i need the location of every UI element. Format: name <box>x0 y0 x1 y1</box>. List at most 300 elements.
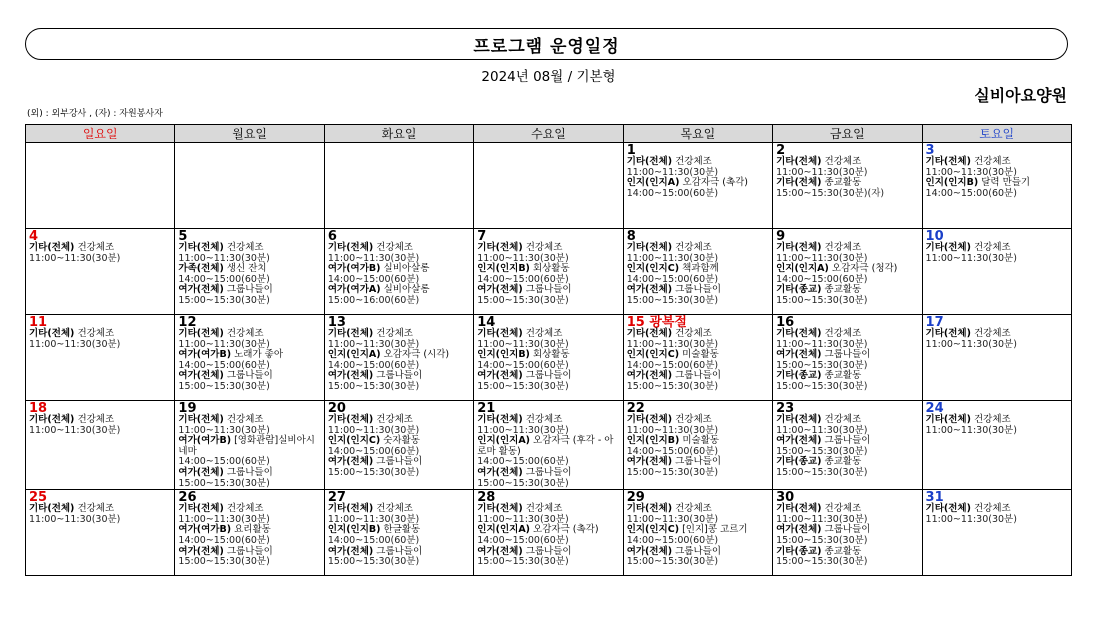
page-subtitle: 2024년 08월 / 기본형 <box>481 69 616 85</box>
event-name: 건강체조 <box>824 414 862 425</box>
day-cell <box>175 490 324 576</box>
event-name: 숫자활동 <box>383 435 420 447</box>
day-cell <box>474 143 623 229</box>
event-category: 기타(종교) <box>776 284 822 296</box>
event-time: 11:00~11:30(30분) <box>477 252 569 264</box>
event-category: 인지(인지B) <box>477 263 530 275</box>
event-category: 기타(전체) <box>477 328 523 339</box>
event-time: 14:00~15:00(60분) <box>477 534 569 546</box>
day-number-value: 7 <box>477 229 487 244</box>
event-time: 11:00~11:30(30분) <box>925 252 1017 264</box>
event-time: 15:00~16:00(60분) <box>327 294 420 306</box>
event-item <box>477 243 619 254</box>
event-time: 14:00~15:00(60분) <box>626 359 719 371</box>
event-name: 오감자극 (시각) <box>383 349 450 361</box>
event-item <box>178 415 320 426</box>
event-category: 기타(전체) <box>327 503 374 515</box>
day-cell <box>26 315 175 401</box>
event-time: 14:00~15:00(60분) <box>178 534 270 546</box>
weekday-header-friday: 금요일 <box>773 125 922 143</box>
event-category: 여가(전체) <box>178 545 224 557</box>
title-box <box>25 28 1068 60</box>
event-item <box>178 436 320 457</box>
day-number-value: 12 <box>178 315 197 330</box>
event-time: 11:00~11:30(30분) <box>29 252 121 264</box>
day-number-value: 8 <box>626 229 636 244</box>
event-category: 기타(전체) <box>29 242 75 253</box>
event-category: 인지(인지C) <box>327 435 381 447</box>
day-cell <box>922 315 1071 401</box>
event-category: 인지(인지B) <box>626 435 680 447</box>
event-name: 그룹나들이 <box>675 456 722 468</box>
weekday-header-thursday: 목요일 <box>623 125 772 143</box>
event-time: 15:00~15:30(30분) <box>626 556 719 568</box>
week-row <box>26 401 1072 490</box>
event-time: 11:00~11:30(30분) <box>327 424 420 436</box>
day-number-value: 18 <box>29 401 48 416</box>
event-item <box>776 415 918 426</box>
event-name: 건강체조 <box>973 414 1011 425</box>
event-name: 종교활동 <box>824 456 862 468</box>
event-time: 14:00~15:00(60분) <box>477 273 569 285</box>
day-number-value: 15 <box>626 315 645 330</box>
event-item <box>926 157 1068 168</box>
event-name: 건강체조 <box>973 503 1011 515</box>
event-category: 인지(인지B) <box>327 524 381 536</box>
event-category: 여가(전체) <box>327 545 374 557</box>
event-item <box>776 243 918 254</box>
event-name: 건강체조 <box>824 156 862 167</box>
event-category: 기타(전체) <box>626 503 673 515</box>
event-time: 15:00~15:30(30분) <box>776 445 868 457</box>
day-number-value: 2 <box>776 143 786 158</box>
event-category: 여가(여가A) <box>327 284 381 296</box>
event-name: 미술활동 <box>682 349 719 361</box>
event-category: 기타(전체) <box>776 177 822 189</box>
event-name: 건강체조 <box>675 242 712 253</box>
weekday-header-monday: 월요일 <box>175 125 324 143</box>
event-name: 그룹나들이 <box>226 284 273 296</box>
event-time: 15:00~15:30(30분) <box>327 380 420 392</box>
day-number-value: 28 <box>477 490 496 506</box>
event-item <box>328 329 470 340</box>
event-category: 기타(전체) <box>178 503 224 515</box>
day-cell <box>26 229 175 315</box>
day-cell <box>175 143 324 229</box>
weekday-header-sunday: 일요일 <box>26 125 175 143</box>
event-name: 건강체조 <box>675 156 712 167</box>
event-category: 기타(전체) <box>178 414 224 425</box>
event-category: 기타(전체) <box>327 242 374 253</box>
event-time: 11:00~11:30(30분) <box>925 513 1017 525</box>
event-time: 15:00~15:30(30분) <box>327 556 420 568</box>
event-time: 14:00~15:00(60분) <box>626 273 719 285</box>
calendar-table <box>25 124 1072 576</box>
event-name: 그룹나들이 <box>376 370 423 382</box>
event-name: 달력 만들기 <box>981 177 1031 189</box>
day-number-value: 3 <box>925 143 935 158</box>
event-time: 11:00~11:30(30분) <box>29 513 121 525</box>
event-item <box>776 329 918 340</box>
day-cell <box>773 315 922 401</box>
event-time: 14:00~15:00(60분) <box>626 187 719 199</box>
event-time: 15:00~15:30(30분) <box>178 477 270 489</box>
event-category: 여가(전체) <box>626 284 673 296</box>
event-time: 11:00~11:30(30분) <box>477 513 569 525</box>
event-category: 기타(전체) <box>29 503 75 515</box>
day-number-value: 22 <box>626 401 645 416</box>
day-number-value: 9 <box>776 229 786 244</box>
event-time: 15:00~15:30(30분) <box>327 466 420 478</box>
event-name: 그룹나들이 <box>675 284 722 296</box>
event-category: 인지(인지A) <box>776 263 829 275</box>
day-cell <box>922 229 1071 315</box>
event-category: 기타(전체) <box>626 328 673 339</box>
event-category: 여가(여가B) <box>327 263 381 275</box>
event-time: 15:00~15:30(30분) <box>626 294 719 306</box>
event-category: 인지(인지C) <box>626 263 680 275</box>
day-number-value: 1 <box>626 143 636 158</box>
event-category: 여가(전체) <box>178 466 224 478</box>
event-name: 그룹나들이 <box>376 456 423 468</box>
event-name: 건강체조 <box>525 328 563 339</box>
event-name: 그룹나들이 <box>824 435 871 447</box>
event-category: 기타(전체) <box>925 414 971 425</box>
event-category: 기타(전체) <box>925 328 971 339</box>
day-cell <box>623 229 772 315</box>
legend-note: (외) : 외부강사 , (자) : 자원봉사자 <box>27 109 163 119</box>
event-time: 11:00~11:30(30분) <box>626 513 719 525</box>
event-name: 건강체조 <box>376 414 413 425</box>
weekday-header-tuesday: 화요일 <box>324 125 473 143</box>
event-time: 11:00~11:30(30분) <box>178 338 270 350</box>
event-name: 노래가 좋아 <box>234 349 283 361</box>
event-category: 여가(전체) <box>477 466 523 478</box>
event-time: 11:00~11:30(30분) <box>29 338 121 350</box>
event-time: 15:00~15:30(30분) <box>776 294 868 306</box>
event-item <box>178 468 320 479</box>
event-time: 11:00~11:30(30분) <box>477 338 569 350</box>
day-cell <box>324 229 473 315</box>
event-category: 기타(전체) <box>776 414 822 425</box>
event-time: 11:00~11:30(30분) <box>327 513 420 525</box>
event-category: 인지(인지B) <box>925 177 979 189</box>
event-category: 인지(인지A) <box>327 349 381 361</box>
page-title: 프로그램 운영일정 <box>473 36 620 57</box>
event-name: 건강체조 <box>973 328 1011 339</box>
day-number-value: 13 <box>327 315 346 330</box>
event-category: 기타(전체) <box>925 503 971 515</box>
day-cell <box>324 401 473 490</box>
event-time: 11:00~11:30(30분) <box>626 252 719 264</box>
event-time: 15:00~15:30(30분) <box>776 466 868 478</box>
event-item <box>627 157 769 168</box>
event-category: 인지(인지A) <box>477 435 531 447</box>
event-item <box>926 329 1068 340</box>
day-cell <box>922 143 1071 229</box>
event-item <box>29 243 171 254</box>
event-time: 15:00~15:30(30분) <box>626 380 719 392</box>
event-time: 11:00~11:30(30분) <box>925 338 1017 350</box>
event-category: 여가(여가B) <box>178 435 232 447</box>
event-name: 종교활동 <box>824 370 862 382</box>
event-name: 그룹나들이 <box>525 370 572 382</box>
event-category: 여가(전체) <box>178 370 224 382</box>
day-number-value: 29 <box>626 490 645 506</box>
event-name: 건강체조 <box>675 414 712 425</box>
event-category: 인지(인지C) <box>626 524 680 536</box>
event-category: 여가(전체) <box>477 284 523 296</box>
event-time: 14:00~15:00(60분) <box>626 445 719 457</box>
event-category: 기타(전체) <box>626 242 673 253</box>
event-item <box>926 243 1068 254</box>
event-item <box>477 329 619 340</box>
event-name: 책과함께 <box>682 263 719 275</box>
day-cell <box>474 315 623 401</box>
day-number-value: 31 <box>925 490 944 506</box>
day-cell <box>175 229 324 315</box>
event-time: 14:00~15:00(60분) <box>178 456 270 468</box>
event-name: 그룹나들이 <box>525 466 572 478</box>
event-time: 15:00~15:30(30분) <box>776 556 868 568</box>
event-name: 건강체조 <box>824 328 862 339</box>
event-name: 건강체조 <box>77 503 115 515</box>
day-cell <box>623 490 772 576</box>
event-name: 건강체조 <box>973 156 1011 167</box>
event-name: 실비아살롱 <box>383 263 430 275</box>
event-time: 11:00~11:30(30분) <box>776 252 868 264</box>
week-row <box>26 143 1072 229</box>
event-name: 건강체조 <box>376 242 413 253</box>
event-category: 인지(인지B) <box>477 349 530 361</box>
event-name: 건강체조 <box>77 242 115 253</box>
event-time: 14:00~15:00(60분) <box>327 359 420 371</box>
day-cell <box>26 490 175 576</box>
event-category: 여가(전체) <box>327 370 374 382</box>
event-time: 11:00~11:30(30분) <box>327 338 420 350</box>
event-time: 15:00~15:30(30분) <box>477 380 569 392</box>
event-item <box>477 415 619 426</box>
event-name: 건강체조 <box>77 328 115 339</box>
event-name: 생신 잔치 <box>226 263 267 275</box>
event-name: 종교활동 <box>824 545 862 557</box>
event-category: 여가(전체) <box>626 545 673 557</box>
event-time: 11:00~11:30(30분) <box>29 424 121 436</box>
event-name: 건강체조 <box>973 242 1011 253</box>
event-name: 그룹나들이 <box>675 545 722 557</box>
day-cell <box>474 229 623 315</box>
event-item <box>477 468 619 479</box>
event-time: 11:00~11:30(30분) <box>178 513 270 525</box>
day-number-value: 27 <box>327 490 346 506</box>
event-category: 인지(인지A) <box>626 177 680 189</box>
event-category: 기타(전체) <box>477 414 523 425</box>
event-item <box>29 415 171 426</box>
event-name: 건강체조 <box>77 414 115 425</box>
event-category: 기타(종교) <box>776 545 822 557</box>
event-time: 15:00~15:30(30분) <box>626 466 719 478</box>
event-name: 건강체조 <box>226 242 264 253</box>
event-category: 기타(전체) <box>327 328 374 339</box>
event-name: 종교활동 <box>824 284 862 296</box>
day-cell <box>175 315 324 401</box>
event-name: [인지]콩 고르기 <box>682 524 748 536</box>
event-category: 기타(전체) <box>29 414 75 425</box>
day-number-value: 10 <box>925 229 944 244</box>
day-cell <box>773 401 922 490</box>
event-item <box>178 243 320 254</box>
week-row <box>26 229 1072 315</box>
event-name: 미술활동 <box>682 435 720 447</box>
event-name: 회상활동 <box>532 263 570 275</box>
event-item <box>926 415 1068 426</box>
day-cell <box>773 229 922 315</box>
event-time: 11:00~11:30(30분) <box>925 166 1017 178</box>
event-time: 15:00~15:30(30분) <box>178 294 270 306</box>
event-name: 실비아살롱 <box>383 284 430 296</box>
day-number-value: 6 <box>327 229 337 244</box>
day-cell <box>26 143 175 229</box>
event-name: 그룹나들이 <box>525 545 572 557</box>
event-name: 한글활동 <box>383 524 421 536</box>
event-time: 11:00~11:30(30분) <box>626 338 719 350</box>
day-number-value: 16 <box>776 315 795 330</box>
calendar-body <box>26 143 1072 576</box>
event-category: 여가(전체) <box>776 524 822 536</box>
event-time: 11:00~11:30(30분) <box>776 338 868 350</box>
event-name: 오감자극 (촉각) <box>682 177 748 189</box>
event-name: 오감자극 (촉각) <box>533 524 599 536</box>
day-number-value: 19 <box>178 401 197 416</box>
event-category: 기타(전체) <box>626 156 673 167</box>
event-name: [영화관람]실비아시네마 <box>178 435 315 457</box>
event-time: 11:00~11:30(30분) <box>327 252 420 264</box>
event-time: 14:00~15:00(60분) <box>477 456 569 468</box>
day-number-value: 14 <box>477 315 496 330</box>
event-time: 14:00~15:00(60분) <box>925 187 1017 199</box>
event-category: 여가(전체) <box>178 284 224 296</box>
day-number-value: 21 <box>477 401 496 416</box>
event-item <box>627 243 769 254</box>
weekday-header-wednesday: 수요일 <box>474 125 623 143</box>
event-name: 종교활동 <box>824 177 862 189</box>
day-cell <box>922 401 1071 490</box>
event-name: 건강체조 <box>675 503 712 515</box>
event-name: 건강체조 <box>226 414 264 425</box>
event-time: 14:00~15:00(60분) <box>327 273 420 285</box>
event-time: 14:00~15:00(60분) <box>327 534 420 546</box>
event-time: 11:00~11:30(30분) <box>178 424 270 436</box>
day-number-value: 30 <box>776 490 795 506</box>
event-time: 14:00~15:00(60분) <box>178 273 270 285</box>
event-time: 11:00~11:30(30분) <box>626 166 719 178</box>
event-name: 회상활동 <box>532 349 570 361</box>
event-name: 그룹나들이 <box>376 545 423 557</box>
event-category: 기타(전체) <box>178 328 224 339</box>
event-category: 기타(전체) <box>776 242 822 253</box>
day-cell <box>623 401 772 490</box>
event-time: 11:00~11:30(30분) <box>477 424 569 436</box>
day-cell <box>324 315 473 401</box>
day-number-value: 26 <box>178 490 197 506</box>
event-category: 기타(전체) <box>178 242 224 253</box>
day-number-value: 20 <box>327 401 346 416</box>
event-name: 건강체조 <box>525 414 563 425</box>
event-time: 14:00~15:00(60분) <box>327 445 420 457</box>
event-name: 건강체조 <box>525 242 563 253</box>
event-item <box>627 329 769 340</box>
event-time: 15:00~15:30(30분)(자) <box>776 187 885 199</box>
event-time: 11:00~11:30(30분) <box>925 424 1017 436</box>
event-name: 그룹나들이 <box>226 466 273 478</box>
event-item <box>776 157 918 168</box>
day-number-value: 24 <box>925 401 944 416</box>
event-category: 여가(전체) <box>327 456 374 468</box>
event-name: 그룹나들이 <box>226 370 273 382</box>
event-time: 14:00~15:00(60분) <box>626 534 719 546</box>
day-cell <box>175 401 324 490</box>
event-category: 기타(전체) <box>327 414 374 425</box>
event-category: 기타(종교) <box>776 456 822 468</box>
event-time: 15:00~15:30(30분) <box>477 294 569 306</box>
event-category: 기타(전체) <box>925 156 971 167</box>
day-cell <box>26 401 175 490</box>
event-category: 기타(종교) <box>776 370 822 382</box>
event-category: 기타(전체) <box>925 242 971 253</box>
event-time: 11:00~11:30(30분) <box>626 424 719 436</box>
day-cell <box>773 490 922 576</box>
event-time: 15:00~15:30(30분) <box>178 556 270 568</box>
event-category: 여가(전체) <box>776 349 822 361</box>
event-category: 기타(전체) <box>477 242 523 253</box>
event-time: 15:00~15:30(30분) <box>776 380 868 392</box>
day-cell <box>474 490 623 576</box>
day-number-value: 25 <box>29 490 48 506</box>
event-category: 기타(전체) <box>776 156 822 167</box>
event-name: 건강체조 <box>824 242 862 253</box>
day-cell <box>324 490 473 576</box>
event-category: 인지(인지C) <box>626 349 680 361</box>
event-category: 기타(전체) <box>626 414 673 425</box>
event-category: 기타(전체) <box>776 328 822 339</box>
day-cell <box>474 401 623 490</box>
event-name: 그룹나들이 <box>226 545 273 557</box>
event-time: 15:00~15:30(30분) <box>477 556 569 568</box>
event-category: 여가(전체) <box>776 435 822 447</box>
event-name: 오감자극 (청각) <box>831 263 898 275</box>
event-category: 여가(전체) <box>626 456 673 468</box>
event-time: 11:00~11:30(30분) <box>178 252 270 264</box>
event-category: 여가(전체) <box>477 545 523 557</box>
day-cell <box>324 143 473 229</box>
event-category: 여가(여가B) <box>178 524 232 536</box>
event-item <box>29 329 171 340</box>
event-name: 건강체조 <box>376 328 413 339</box>
day-number-value: 17 <box>925 315 944 330</box>
event-time: 15:00~15:30(30분) <box>477 477 569 489</box>
event-item <box>328 415 470 426</box>
organization-name: 실비아요양원 <box>974 86 1067 105</box>
day-cell <box>773 143 922 229</box>
day-number-value: 5 <box>178 229 188 244</box>
event-category: 인지(인지A) <box>477 524 531 536</box>
event-category: 여가(전체) <box>477 370 523 382</box>
event-item <box>178 329 320 340</box>
event-time: 11:00~11:30(30분) <box>776 513 868 525</box>
event-name: 건강체조 <box>376 503 413 515</box>
event-name: 건강체조 <box>675 328 712 339</box>
event-time: 15:00~15:30(30분) <box>776 359 868 371</box>
